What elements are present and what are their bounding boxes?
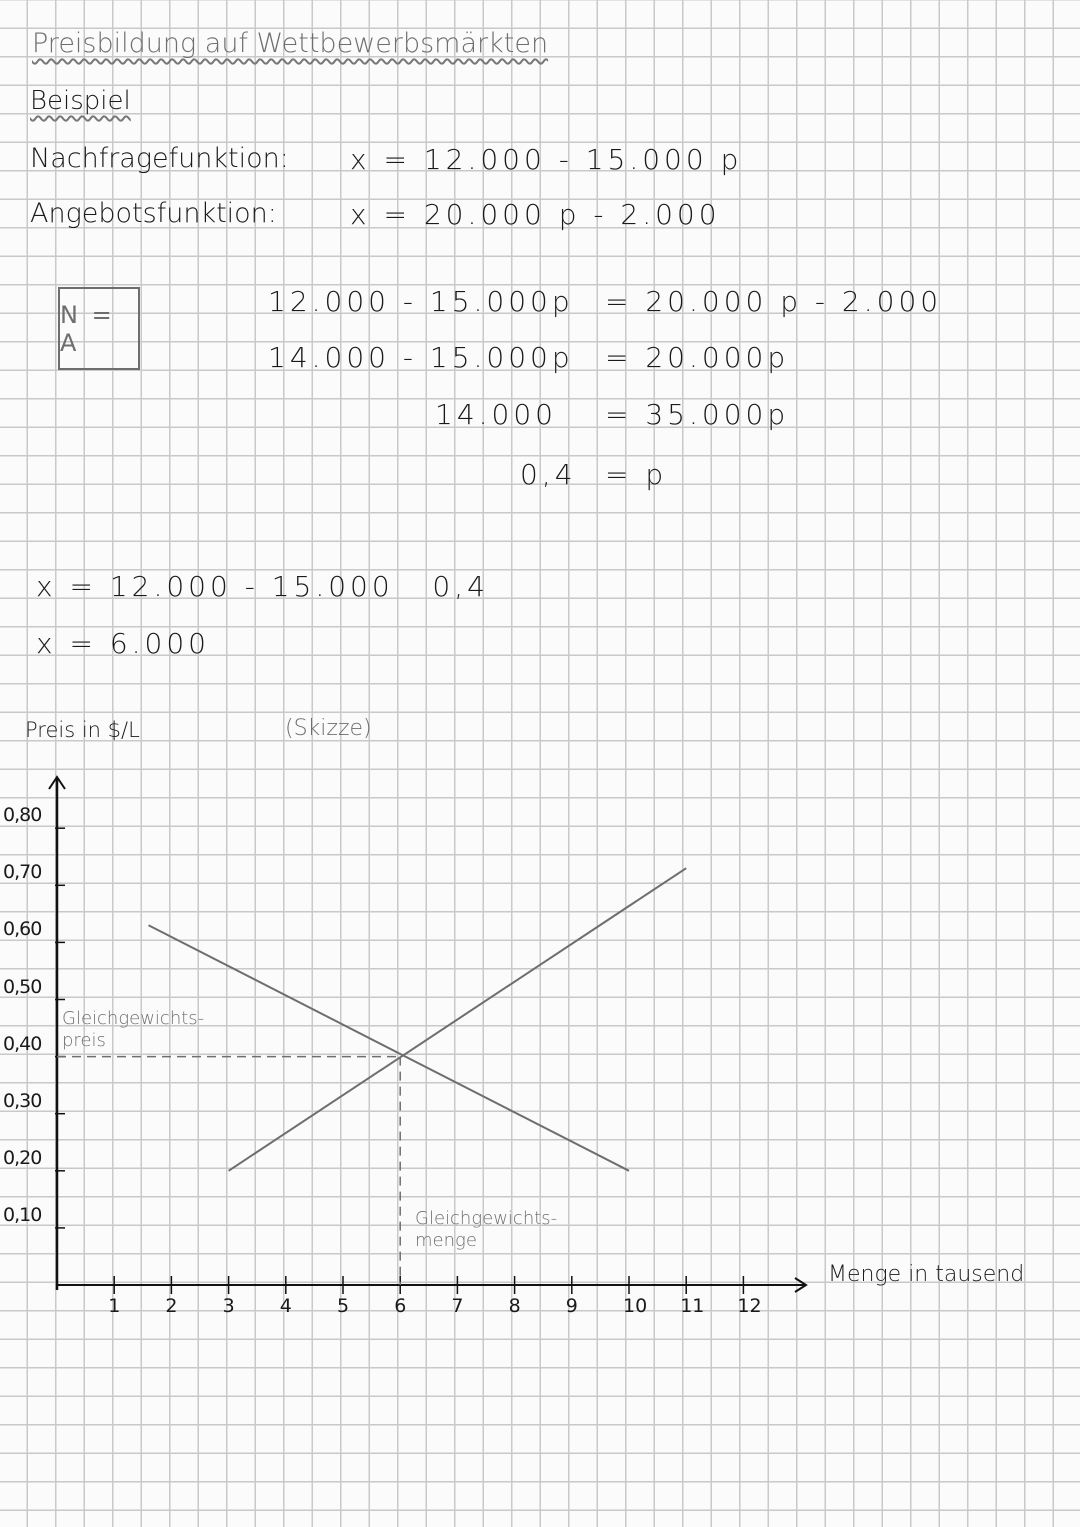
chart-title: (Skizze): [285, 716, 372, 741]
derivation-left-4: 0,4: [520, 458, 577, 491]
y-tick-label: 0,20: [3, 1146, 42, 1169]
example-heading: Beispiel: [30, 86, 131, 116]
y-tick-label: 0,10: [3, 1203, 42, 1226]
derivation-right-4: = p: [605, 458, 668, 491]
x-tick-label: 11: [680, 1295, 705, 1317]
y-tick-label: 0,70: [3, 861, 42, 884]
x-tick-label: 2: [165, 1295, 178, 1317]
quantity-calc-1: x = 12.000 - 15.000 0,4: [36, 570, 489, 603]
x-axis-label: Menge in tausend: [828, 1262, 1025, 1287]
x-tick-label: 7: [451, 1295, 464, 1317]
angebot-line: [229, 868, 687, 1171]
derivation-left-3: 14.000: [435, 398, 557, 431]
quantity-calc-2: x = 6.000: [36, 627, 210, 660]
x-tick-label: 12: [737, 1295, 762, 1317]
derivation-right-3: = 35.000p: [605, 398, 790, 431]
x-tick-label: 4: [279, 1295, 292, 1317]
x-tick-label: 1: [108, 1295, 121, 1317]
x-tick-label: 6: [394, 1295, 407, 1317]
nachfrage-line: [149, 925, 629, 1171]
x-tick-label: 10: [623, 1295, 648, 1317]
x-tick-label: 8: [508, 1295, 521, 1317]
y-tick-label: 0,30: [3, 1089, 42, 1112]
x-tick-label: 3: [222, 1295, 235, 1317]
y-tick-label: 0,60: [3, 918, 42, 941]
condition-box: N = A: [58, 287, 140, 370]
derivation-left-2: 14.000 - 15.000p: [268, 341, 574, 374]
page-title: Preisbildung auf Wettbewerbsmärkten: [32, 28, 549, 59]
y-tick-label: 0,80: [3, 804, 42, 827]
y-axis-label: Preis in $/L: [25, 718, 140, 742]
y-tick-label: 0,40: [3, 1032, 42, 1055]
supply-label: Angebotsfunktion:: [30, 198, 277, 229]
x-tick-label: 9: [565, 1295, 578, 1317]
demand-formula: x = 12.000 - 15.000 p: [350, 143, 743, 176]
equilibrium-price-label: Gleichgewichts- preis: [62, 1008, 205, 1051]
derivation-left-1: 12.000 - 15.000p: [268, 285, 574, 318]
supply-formula: x = 20.000 p - 2.000: [350, 198, 721, 231]
equilibrium-quantity-label: Gleichgewichts- menge: [415, 1208, 558, 1251]
y-tick-label: 0,50: [3, 975, 42, 998]
demand-label: Nachfragefunktion:: [30, 143, 289, 174]
derivation-right-1: = 20.000 p - 2.000: [605, 285, 943, 318]
x-tick-label: 5: [337, 1295, 350, 1317]
derivation-right-2: = 20.000p: [605, 341, 790, 374]
